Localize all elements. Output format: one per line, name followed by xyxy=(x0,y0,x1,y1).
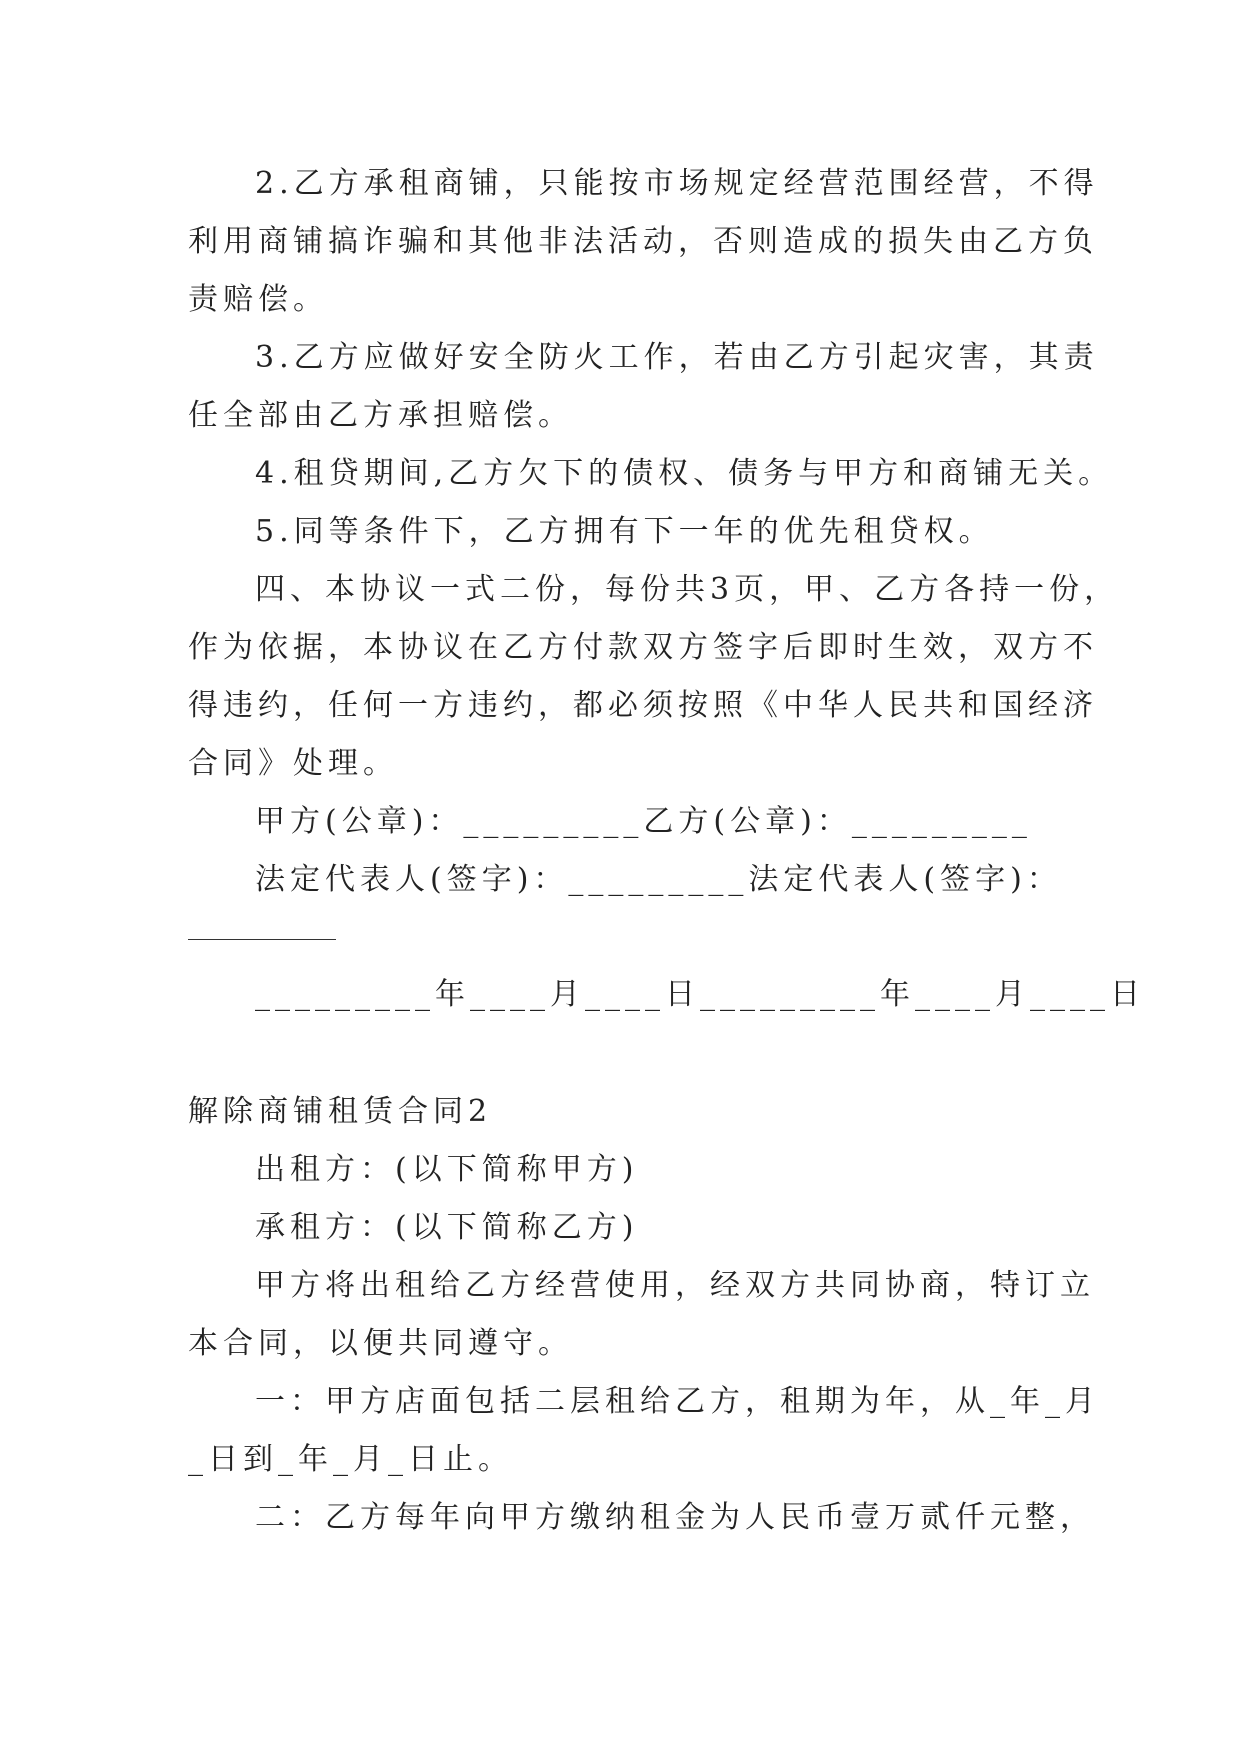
date-line: _________年____月____日_________年____月____日 xyxy=(255,977,1145,1012)
section-4-line-4: 合同》处理。 xyxy=(188,746,398,781)
preamble-line-2: 本合同，以便共同遵守。 xyxy=(188,1326,573,1361)
clause-2-line-2: 利用商铺搞诈骗和其他非法活动，否则造成的损失由乙方负 xyxy=(188,224,1098,259)
clause-2-line-1: 2.乙方承租商铺，只能按市场规定经营范围经营，不得 xyxy=(255,166,1099,201)
article-1-line-2: _日到_年_月_日止。 xyxy=(188,1442,513,1477)
lessee-line: 承租方：(以下简称乙方) xyxy=(255,1210,639,1245)
section-4-line-1: 四、本协议一式二份，每份共3页，甲、乙方各持一份， xyxy=(255,572,1120,607)
article-1-line-1: 一：甲方店面包括二层租给乙方，租期为年，从_年_月 xyxy=(255,1384,1100,1419)
section-4-line-3: 得违约，任何一方违约，都必须按照《中华人民共和国经济 xyxy=(188,688,1098,723)
signature-blank-line xyxy=(188,939,336,940)
clause-2-line-3: 责赔偿。 xyxy=(188,282,328,317)
article-2-line-1: 二：乙方每年向甲方缴纳租金为人民币壹万贰仟元整， xyxy=(255,1500,1095,1535)
lessor-line: 出租方：(以下简称甲方) xyxy=(255,1152,639,1187)
clause-3-line-2: 任全部由乙方承担赔偿。 xyxy=(188,398,573,433)
clause-4-line: 4.租贷期间,乙方欠下的债权、债务与甲方和商铺无关。 xyxy=(255,456,1114,491)
representative-line: 法定代表人(签字)：_________法定代表人(签字)： xyxy=(255,862,1062,897)
clause-3-line-1: 3.乙方应做好安全防火工作，若由乙方引起灾害，其责 xyxy=(255,340,1099,375)
seal-line: 甲方(公章)：_________乙方(公章)：_________ xyxy=(255,804,1032,839)
preamble-line-1: 甲方将出租给乙方经营使用，经双方共同协商，特订立 xyxy=(255,1268,1095,1303)
section-4-line-2: 作为依据，本协议在乙方付款双方签字后即时生效，双方不 xyxy=(188,630,1098,665)
clause-5-line: 5.同等条件下，乙方拥有下一年的优先租贷权。 xyxy=(255,514,994,549)
contract-2-title: 解除商铺租赁合同2 xyxy=(188,1094,493,1129)
